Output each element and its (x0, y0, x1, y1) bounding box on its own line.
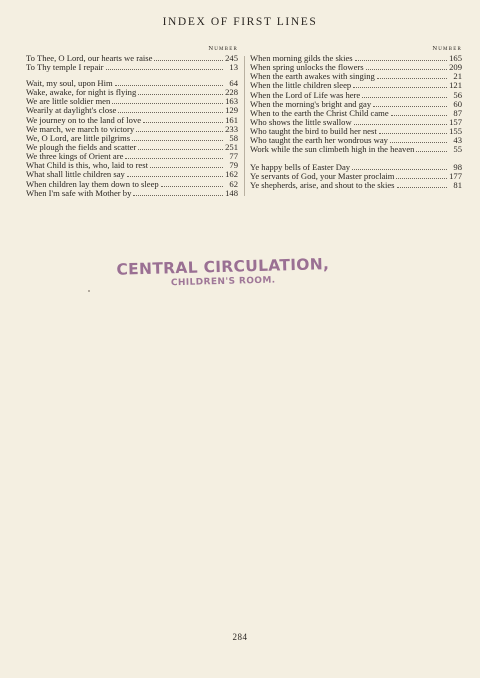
entry-number: 148 (225, 187, 238, 198)
entry-number: 209 (449, 62, 462, 73)
entry-text: Work while the sun climbeth high in the heaven (250, 144, 415, 155)
dot-leader (150, 161, 223, 168)
dot-leader (143, 116, 223, 123)
entry-text: We, O Lord, are little pilgrims (26, 132, 131, 143)
dot-leader (416, 145, 447, 152)
right-group-1 (250, 54, 462, 155)
entry-number: 43 (453, 135, 462, 146)
entry-text: Ye servants of God, your Master proclaim (250, 170, 395, 181)
entry-text: When I'm safe with Mother by (26, 187, 132, 198)
dot-leader (127, 170, 223, 177)
dot-leader (138, 88, 223, 95)
dot-leader (133, 189, 223, 196)
dot-leader (355, 54, 447, 61)
index-entry (250, 181, 462, 190)
dot-leader (396, 172, 447, 179)
dot-leader (118, 106, 223, 113)
entry-text: Who taught the bird to build her nest (250, 126, 377, 137)
dot-leader (106, 63, 223, 70)
entry-number: 165 (449, 53, 462, 63)
dot-leader (136, 125, 223, 132)
entry-number: 163 (225, 96, 238, 107)
entry-text: What shall little children say (26, 169, 125, 180)
dot-leader (352, 163, 447, 170)
entry-number: 177 (449, 170, 462, 181)
entry-text: To Thee, O Lord, our hearts we raise (26, 53, 153, 63)
stamp-line-1: CENTRAL CIRCULATION, (116, 255, 330, 279)
entry-text: Wait, my soul, upon Him (26, 77, 113, 88)
index-entry (250, 145, 462, 154)
entry-number: 56 (453, 89, 462, 100)
entry-number: 121 (449, 80, 462, 91)
dot-leader (366, 63, 447, 70)
right-group-2 (250, 163, 462, 190)
entry-number: 62 (229, 178, 238, 189)
entry-text: When spring unlocks the flowers (250, 62, 364, 73)
entry-text: Who shows the little swallow (250, 116, 352, 127)
entry-number: 155 (449, 126, 462, 137)
dot-leader (154, 54, 223, 61)
entry-number: 79 (229, 160, 238, 171)
entry-number: 87 (453, 107, 462, 118)
dot-leader (138, 143, 223, 150)
left-group-2 (26, 79, 238, 198)
right-column (250, 44, 462, 190)
entry-text: When the morning's bright and gay (250, 98, 372, 109)
entry-text: When to the earth the Christ Child came (250, 107, 389, 118)
entry-text: We are little soldier men (26, 96, 111, 107)
stamp-line-2: CHILDREN'S ROOM. (170, 275, 276, 289)
entry-text: When the earth awakes with singing (250, 71, 375, 82)
entry-number: 162 (225, 169, 238, 180)
column-divider (244, 56, 245, 196)
entry-number: 129 (225, 105, 238, 116)
dot-leader (354, 118, 447, 125)
dot-leader (379, 127, 447, 134)
entry-number: 58 (229, 132, 238, 143)
entry-number: 161 (225, 114, 238, 125)
library-stamp (0, 252, 440, 293)
entry-text: We march, we march to victory (26, 123, 135, 134)
entry-number: 157 (449, 116, 462, 127)
entry-text: When the little children sleep (250, 80, 352, 91)
entry-text: We three kings of Orient are (26, 151, 124, 162)
page-number: 284 (232, 632, 248, 642)
entry-text: To Thy temple I repair (26, 62, 104, 73)
entry-number: 251 (225, 141, 238, 152)
entry-number: 98 (453, 161, 462, 172)
dot-leader (125, 152, 223, 159)
entry-number: 60 (453, 98, 462, 109)
index-entry (26, 63, 238, 72)
entry-text: Wearily at daylight's close (26, 105, 117, 116)
dot-leader (362, 91, 447, 98)
dot-leader (390, 136, 447, 143)
dot-leader (397, 181, 448, 188)
entry-text: Who taught the earth her wondrous way (250, 135, 388, 146)
index-entry (26, 189, 238, 198)
left-group-1 (26, 54, 238, 72)
entry-text: When morning gilds the skies (250, 53, 353, 63)
entry-number: 228 (225, 87, 238, 98)
dot-leader (391, 109, 447, 116)
entry-text: When children lay them down to sleep (26, 178, 159, 189)
dot-leader (161, 180, 223, 187)
entry-number: 13 (229, 62, 238, 73)
entry-number: 245 (225, 53, 238, 63)
dot-leader (112, 97, 223, 104)
left-column (26, 44, 238, 198)
entry-text: When the Lord of Life was here (250, 89, 361, 100)
entry-text: What Child is this, who, laid to rest (26, 160, 148, 171)
page-title: INDEX OF FIRST LINES (162, 16, 318, 28)
entry-number: 64 (229, 77, 238, 88)
entry-text: Wake, awake, for night is flying (26, 87, 137, 98)
dot-leader (377, 72, 447, 79)
entry-text: We plough the fields and scatter (26, 141, 137, 152)
entry-number: 81 (453, 179, 462, 190)
right-column-heading: Number (432, 45, 462, 52)
entry-text: We journey on to the land of love (26, 114, 142, 125)
entry-text: Ye shepherds, arise, and shout to the skies (250, 179, 395, 190)
entry-number: 233 (225, 123, 238, 134)
dot-leader (353, 81, 447, 88)
dot-leader (132, 134, 223, 141)
entry-number: 55 (453, 144, 462, 155)
entry-number: 77 (229, 151, 238, 162)
dot-leader (373, 100, 447, 107)
entry-text: Ye happy bells of Easter Day (250, 161, 351, 172)
entry-number: 21 (453, 71, 462, 82)
dot-leader (115, 79, 223, 86)
left-column-heading: Number (208, 45, 238, 52)
